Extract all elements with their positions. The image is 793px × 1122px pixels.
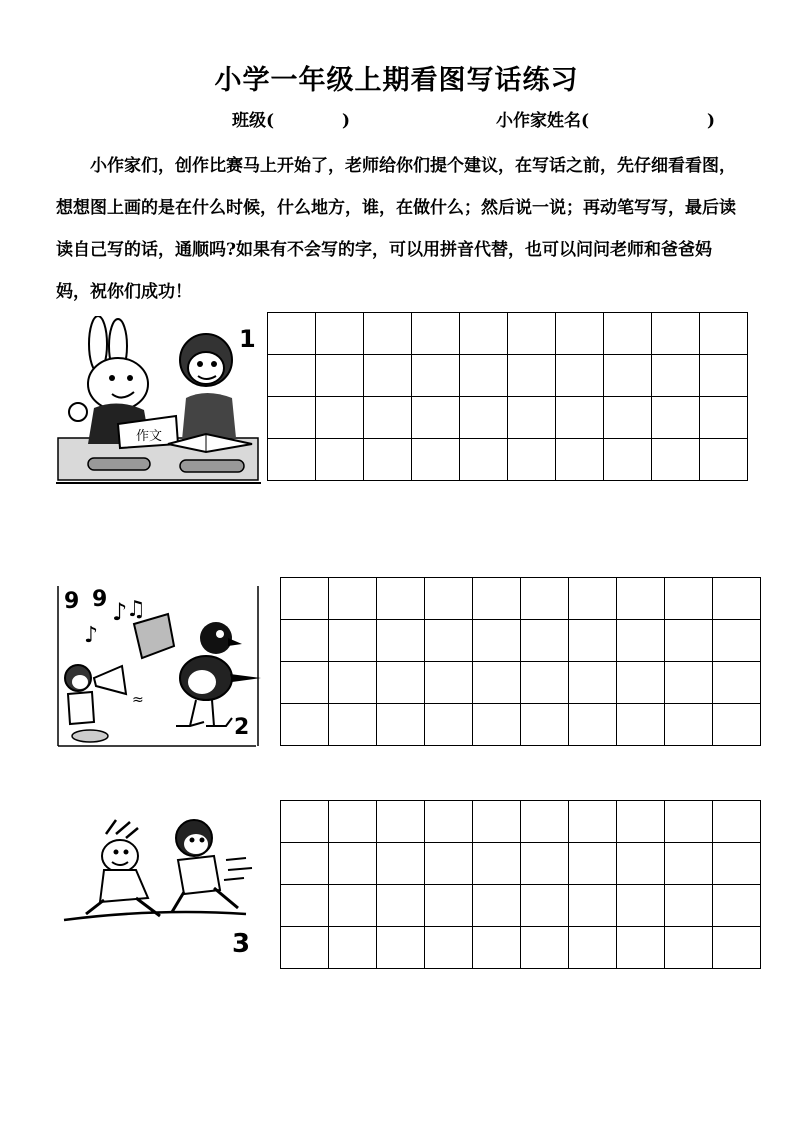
grid-cell[interactable] xyxy=(652,313,700,355)
grid-row xyxy=(281,662,761,704)
grid-cell[interactable] xyxy=(521,927,569,969)
grid-cell[interactable] xyxy=(377,843,425,885)
grid-cell[interactable] xyxy=(556,355,604,397)
page-title: 小学一年级上期看图写话练习 xyxy=(214,65,579,96)
grid-cell[interactable] xyxy=(508,313,556,355)
grid-cell[interactable] xyxy=(364,313,412,355)
grid-cell[interactable] xyxy=(425,801,473,843)
grid-row xyxy=(268,397,748,439)
grid-cell[interactable] xyxy=(460,439,508,481)
grid-cell[interactable] xyxy=(425,843,473,885)
grid-cell[interactable] xyxy=(377,801,425,843)
grid-cell[interactable] xyxy=(425,578,473,620)
grid-cell[interactable] xyxy=(460,313,508,355)
grid-row xyxy=(281,578,761,620)
exercise-1-picture xyxy=(56,316,266,486)
grid-cell[interactable] xyxy=(652,397,700,439)
grid-cell[interactable] xyxy=(281,843,329,885)
exercise-3-number: 3 xyxy=(232,929,251,959)
exercise-3-picture xyxy=(56,812,266,962)
grid-cell[interactable] xyxy=(665,801,713,843)
grid-cell[interactable] xyxy=(508,439,556,481)
grid-cell[interactable] xyxy=(473,662,521,704)
grid-cell[interactable] xyxy=(377,578,425,620)
grid-cell[interactable] xyxy=(617,620,665,662)
grid-row xyxy=(281,620,761,662)
writing-grid-2[interactable] xyxy=(280,577,761,746)
grid-cell[interactable] xyxy=(700,439,748,481)
grid-cell[interactable] xyxy=(665,927,713,969)
svg-text:作文: 作文 xyxy=(136,429,163,444)
svg-text:♪: ♪ xyxy=(112,598,128,626)
grid-cell[interactable] xyxy=(412,355,460,397)
grid-cell[interactable] xyxy=(329,662,377,704)
grid-cell[interactable] xyxy=(377,885,425,927)
grid-cell[interactable] xyxy=(268,355,316,397)
grid-row xyxy=(268,355,748,397)
grid-cell[interactable] xyxy=(377,927,425,969)
grid-cell[interactable] xyxy=(329,578,377,620)
grid-cell[interactable] xyxy=(713,704,761,746)
grid-cell[interactable] xyxy=(281,704,329,746)
grid-cell[interactable] xyxy=(268,397,316,439)
grid-cell[interactable] xyxy=(412,397,460,439)
grid-cell[interactable] xyxy=(268,313,316,355)
grid-cell[interactable] xyxy=(569,885,617,927)
grid-cell[interactable] xyxy=(700,313,748,355)
author-name-close-paren: ) xyxy=(707,111,716,131)
grid-cell[interactable] xyxy=(473,578,521,620)
grid-cell[interactable] xyxy=(713,843,761,885)
grid-cell[interactable] xyxy=(713,885,761,927)
grid-cell[interactable] xyxy=(425,885,473,927)
grid-cell[interactable] xyxy=(665,885,713,927)
grid-cell[interactable] xyxy=(521,704,569,746)
grid-cell[interactable] xyxy=(377,704,425,746)
grid-cell[interactable] xyxy=(665,662,713,704)
grid-cell[interactable] xyxy=(665,620,713,662)
grid-cell[interactable] xyxy=(665,704,713,746)
monkey-bird-music-icon xyxy=(56,586,266,748)
grid-cell[interactable] xyxy=(460,397,508,439)
grid-cell[interactable] xyxy=(617,578,665,620)
grid-cell[interactable] xyxy=(473,843,521,885)
exercise-2-number: 2 xyxy=(234,715,250,740)
grid-cell[interactable] xyxy=(329,927,377,969)
grid-cell[interactable] xyxy=(412,439,460,481)
svg-text:≈: ≈ xyxy=(132,692,144,708)
grid-cell[interactable] xyxy=(617,704,665,746)
grid-cell[interactable] xyxy=(268,439,316,481)
grid-cell[interactable] xyxy=(508,397,556,439)
grid-cell[interactable] xyxy=(316,313,364,355)
grid-cell[interactable] xyxy=(556,397,604,439)
grid-cell[interactable] xyxy=(425,620,473,662)
grid-cell[interactable] xyxy=(569,843,617,885)
grid-cell[interactable] xyxy=(604,439,652,481)
grid-cell[interactable] xyxy=(713,801,761,843)
grid-cell[interactable] xyxy=(652,355,700,397)
grid-cell[interactable] xyxy=(604,355,652,397)
deer-monkey-running-icon xyxy=(56,812,266,962)
author-name-field[interactable] xyxy=(496,106,715,131)
grid-cell[interactable] xyxy=(281,578,329,620)
grid-cell[interactable] xyxy=(329,885,377,927)
author-name-label: 小作家姓名( xyxy=(496,111,590,131)
svg-text:9: 9 xyxy=(64,589,80,614)
grid-cell[interactable] xyxy=(713,927,761,969)
svg-text:♪: ♪ xyxy=(84,623,99,648)
grid-cell[interactable] xyxy=(569,662,617,704)
grid-cell[interactable] xyxy=(521,662,569,704)
grid-cell[interactable] xyxy=(569,578,617,620)
grid-cell[interactable] xyxy=(473,620,521,662)
grid-cell[interactable] xyxy=(281,662,329,704)
grid-cell[interactable] xyxy=(569,620,617,662)
grid-cell[interactable] xyxy=(617,801,665,843)
writing-grid-3[interactable] xyxy=(280,800,761,969)
grid-cell[interactable] xyxy=(364,397,412,439)
grid-cell[interactable] xyxy=(713,578,761,620)
grid-cell[interactable] xyxy=(316,439,364,481)
grid-cell[interactable] xyxy=(604,397,652,439)
grid-cell[interactable] xyxy=(364,439,412,481)
grid-cell[interactable] xyxy=(569,927,617,969)
grid-cell[interactable] xyxy=(617,843,665,885)
grid-cell[interactable] xyxy=(617,927,665,969)
grid-cell[interactable] xyxy=(617,662,665,704)
grid-cell[interactable] xyxy=(556,313,604,355)
svg-text:♫: ♫ xyxy=(126,597,146,622)
grid-cell[interactable] xyxy=(377,662,425,704)
grid-cell[interactable] xyxy=(556,439,604,481)
grid-cell[interactable] xyxy=(665,843,713,885)
grid-cell[interactable] xyxy=(473,885,521,927)
grid-row xyxy=(281,885,761,927)
grid-cell[interactable] xyxy=(281,927,329,969)
grid-cell[interactable] xyxy=(281,885,329,927)
grid-cell[interactable] xyxy=(521,620,569,662)
exercise-2-picture xyxy=(56,586,266,748)
grid-row xyxy=(281,843,761,885)
grid-cell[interactable] xyxy=(473,704,521,746)
class-field[interactable] xyxy=(232,106,350,131)
svg-text:9: 9 xyxy=(92,587,108,612)
grid-cell[interactable] xyxy=(521,578,569,620)
grid-cell[interactable] xyxy=(425,927,473,969)
rabbit-monkey-reading-icon xyxy=(56,316,266,486)
writing-grid-1[interactable] xyxy=(267,312,748,481)
grid-cell[interactable] xyxy=(316,397,364,439)
grid-cell[interactable] xyxy=(652,439,700,481)
grid-cell[interactable] xyxy=(329,843,377,885)
grid-cell[interactable] xyxy=(700,355,748,397)
grid-row xyxy=(268,313,748,355)
grid-cell[interactable] xyxy=(364,355,412,397)
grid-cell[interactable] xyxy=(377,620,425,662)
grid-cell[interactable] xyxy=(508,355,556,397)
grid-cell[interactable] xyxy=(665,578,713,620)
grid-cell[interactable] xyxy=(521,885,569,927)
grid-cell[interactable] xyxy=(412,313,460,355)
instructions-text: 小作家们，创作比赛马上开始了，老师给你们提个建议，在写话之前，先仔细看看图，想想图上画的是在什么时候，什么地方，谁，在做什么；然后说一说；再动笔写写，最后读读自己写的话，通顺吗?如果有不会写的字，可以用拼音代替，也可以问问老师和爸爸妈妈，祝你们成功！ xyxy=(56,156,736,302)
grid-cell[interactable] xyxy=(700,397,748,439)
grid-cell[interactable] xyxy=(425,662,473,704)
class-close-paren: ) xyxy=(342,111,351,131)
grid-cell[interactable] xyxy=(569,801,617,843)
grid-cell[interactable] xyxy=(713,662,761,704)
grid-cell[interactable] xyxy=(473,927,521,969)
grid-cell[interactable] xyxy=(521,801,569,843)
grid-cell[interactable] xyxy=(281,620,329,662)
grid-cell[interactable] xyxy=(713,620,761,662)
grid-cell[interactable] xyxy=(617,885,665,927)
class-label: 班级( xyxy=(232,111,275,131)
grid-row xyxy=(268,439,748,481)
grid-cell[interactable] xyxy=(521,843,569,885)
grid-row xyxy=(281,704,761,746)
grid-cell[interactable] xyxy=(473,801,521,843)
grid-cell[interactable] xyxy=(316,355,364,397)
grid-row xyxy=(281,927,761,969)
grid-cell[interactable] xyxy=(329,801,377,843)
grid-cell[interactable] xyxy=(460,355,508,397)
grid-cell[interactable] xyxy=(329,704,377,746)
grid-cell[interactable] xyxy=(604,313,652,355)
grid-cell[interactable] xyxy=(329,620,377,662)
instructions xyxy=(56,145,736,313)
grid-cell[interactable] xyxy=(281,801,329,843)
grid-cell[interactable] xyxy=(425,704,473,746)
grid-row xyxy=(281,801,761,843)
grid-cell[interactable] xyxy=(569,704,617,746)
exercise-1-number: 1 xyxy=(239,325,256,353)
